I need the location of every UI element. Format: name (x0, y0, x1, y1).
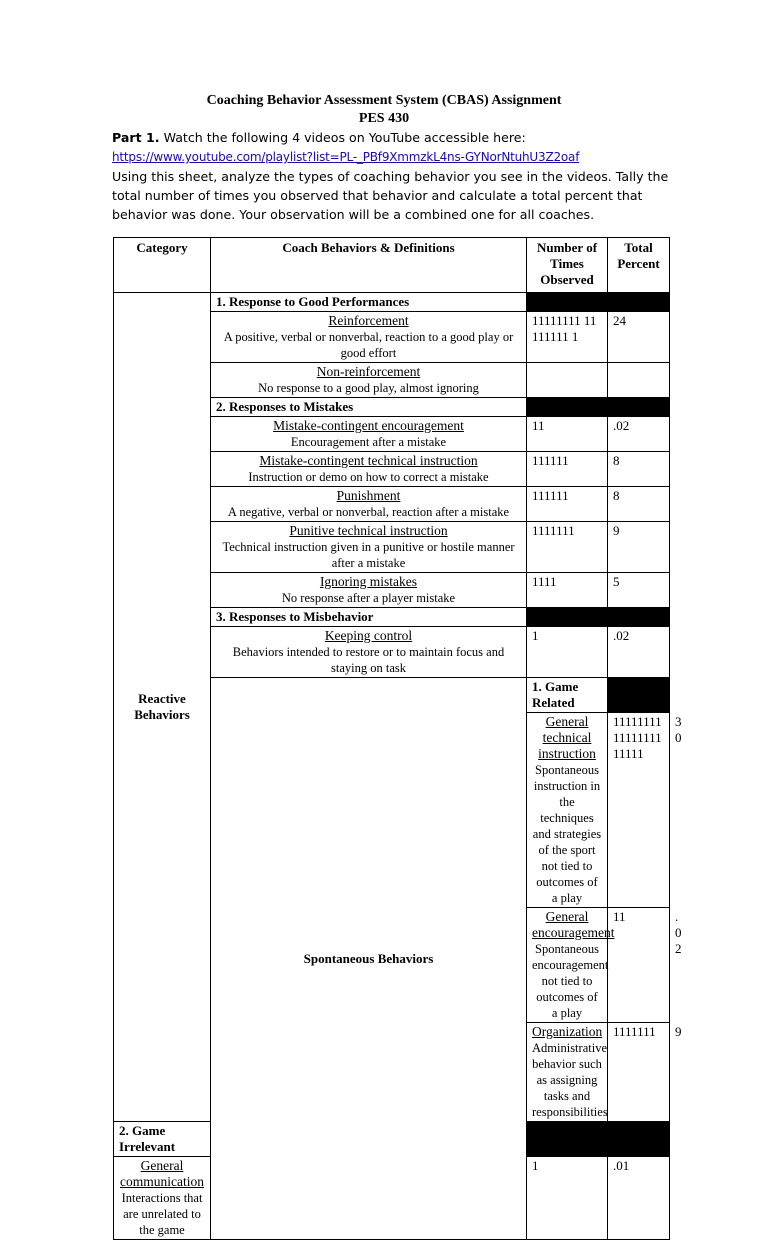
percent-cell[interactable] (608, 363, 670, 398)
header-category: Category (114, 238, 211, 293)
percent-cell[interactable]: .01 (608, 1157, 670, 1240)
behavior-name: Punishment (336, 488, 401, 503)
percent-cell[interactable]: 24 (608, 312, 670, 363)
behavior-definition: Administrative behavior such as assigning tasks and responsibilities (532, 1041, 608, 1119)
behavior-definition: Technical instruction given in a punitive or hostile manner after a mistake (222, 540, 515, 570)
section-shade (608, 678, 670, 713)
part-text: Watch the following 4 videos on YouTube accessible here: (159, 130, 526, 145)
section-misbehavior: 3. Responses to Misbehavior (211, 608, 527, 627)
header-behaviors: Coach Behaviors & Definitions (211, 238, 527, 293)
count-cell[interactable]: 11 (608, 908, 670, 1023)
behavior-name: Mistake-contingent encouragement (273, 418, 464, 433)
count-cell[interactable] (527, 363, 608, 398)
instructions-text: Using this sheet, analyze the types of coaching behavior you see in the videos. Tally the total number of times you observed that behavior and calculate a total percent that behavior was done. Your observation will be a combined one for all coaches. (112, 169, 669, 222)
section-good-performances: 1. Response to Good Performances (211, 293, 527, 312)
count-cell[interactable]: 11111111 11111111 1 (527, 312, 608, 363)
behavior-name: Reinforcement (328, 313, 409, 328)
behavior-name: Punitive technical instruction (289, 523, 448, 538)
header-percent: Total Percent (608, 238, 670, 293)
header-row (114, 238, 670, 293)
behavior-definition: Interactions that are unrelated to the game (121, 1191, 203, 1237)
behavior-name: Non-reinforcement (316, 364, 421, 379)
count-cell[interactable]: 1111111 (608, 1023, 670, 1122)
section-row (114, 293, 670, 312)
course-code: PES 430 (358, 111, 410, 126)
part-label: Part 1. (112, 130, 160, 145)
count-cell[interactable]: 11 (527, 417, 608, 452)
behavior-name: Mistake-contingent technical instruction (259, 453, 478, 468)
behavior-name: Organization (532, 1024, 603, 1039)
behavior-definition: No response after a player mistake (281, 591, 456, 605)
playlist-link[interactable]: https://www.youtube.com/playlist?list=PL-_PBf9XmmzkL4ns-GYNorNtuhU3Z2oaf (112, 150, 580, 164)
table-row: Organization Administrative behavior such as assigning tasks and responsibilities 1111111 9 (114, 1023, 670, 1122)
behavior-definition: Spontaneous encouragement not tied to outcomes of a play (532, 942, 609, 1020)
behavior-name: Keeping control (324, 628, 413, 643)
intro-block (112, 128, 672, 224)
count-cell[interactable]: 111111 (527, 452, 608, 487)
count-cell[interactable]: 1111 (527, 573, 608, 608)
behavior-name: General technical instruction (538, 714, 596, 761)
percent-cell[interactable]: 9 (608, 522, 670, 573)
section-shade (527, 398, 670, 417)
percent-cell[interactable]: 5 (608, 573, 670, 608)
behavior-name: General communication (120, 1158, 204, 1189)
section-shade (527, 1122, 670, 1157)
category-spontaneous: Spontaneous Behaviors (211, 678, 527, 1240)
count-cell[interactable]: 1 (527, 1157, 608, 1240)
percent-cell[interactable]: .02 (608, 627, 670, 678)
section-shade (527, 608, 670, 627)
behavior-name: General encouragement (532, 909, 615, 940)
behavior-definition: A positive, verbal or nonverbal, reaction to a good play or good effort (223, 330, 514, 360)
behavior-definition: Encouragement after a mistake (290, 435, 447, 449)
behavior-definition: Spontaneous instruction in the techniques and strategies of the sport not tied to outcomes of a play (532, 763, 602, 905)
percent-cell[interactable]: 8 (608, 487, 670, 522)
behavior-definition: No response to a good play, almost ignoring (258, 381, 479, 395)
behavior-definition: Behaviors intended to restore or to maintain focus and staying on task (232, 645, 505, 675)
count-cell[interactable]: 1 (527, 627, 608, 678)
section-game-related: 1. Game Related (527, 678, 608, 713)
section-shade (527, 293, 670, 312)
behavior-name: Ignoring mistakes (319, 574, 418, 589)
cbas-table (113, 237, 682, 1240)
count-cell[interactable]: 11111111 11111111 11111 (608, 713, 670, 908)
section-game-irrelevant: 2. Game Irrelevant (114, 1122, 211, 1157)
behavior-definition: Instruction or demo on how to correct a mistake (248, 470, 489, 484)
part-line (112, 128, 672, 147)
header-count: Number of Times Observed (527, 238, 608, 293)
behavior-definition: A negative, verbal or nonverbal, reaction after a mistake (227, 505, 510, 519)
count-cell[interactable]: 1111111 (527, 522, 608, 573)
percent-cell[interactable]: 8 (608, 452, 670, 487)
section-mistakes: 2. Responses to Mistakes (211, 398, 527, 417)
document-title: Coaching Behavior Assessment System (CBAS) Assignment (206, 93, 562, 108)
category-reactive: Reactive Behaviors (114, 293, 211, 1122)
table-row: General technical instruction Spontaneous instruction in the techniques and strategies of the sport not tied to outcomes of a play 11111111 11111111 11111 30 (114, 713, 670, 908)
percent-cell[interactable]: .02 (608, 417, 670, 452)
table-row: General encouragement Spontaneous encouragement not tied to outcomes of a play 11 .02 (114, 908, 670, 1023)
count-cell[interactable]: 111111 (527, 487, 608, 522)
